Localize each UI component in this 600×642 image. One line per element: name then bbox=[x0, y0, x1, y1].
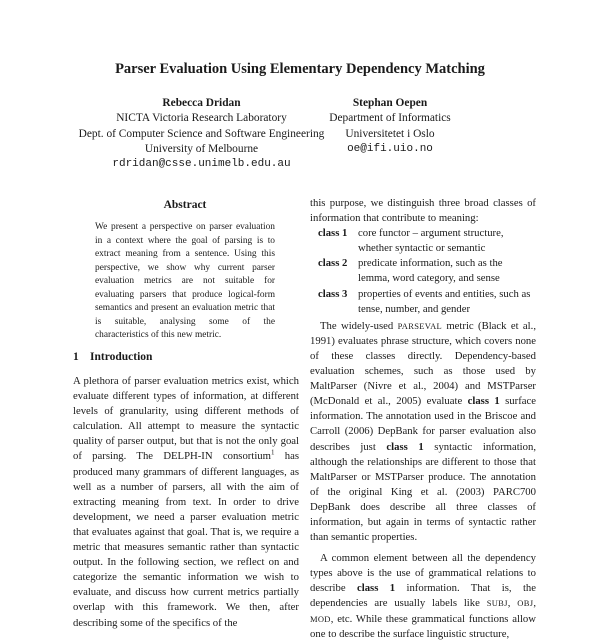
relation-label: MOD bbox=[310, 613, 331, 624]
intro-text: A plethora of parser evaluation metrics exist, which evaluate different types of information, at different levels of granularity, using different methods of calculation. All attempt to measure the syntactic quality of parser output, but that is not the only goal of parsing. The DELPH-IN consortium bbox=[73, 375, 299, 463]
abstract-heading: Abstract bbox=[163, 199, 207, 211]
class-item bbox=[318, 226, 536, 256]
text-run: The widely-used bbox=[320, 319, 398, 332]
class-ref: class 1 bbox=[357, 582, 396, 595]
author-email: oe@ifi.uio.no bbox=[347, 142, 433, 155]
class-item bbox=[318, 287, 536, 317]
introduction-paragraph bbox=[73, 374, 299, 631]
abstract-text: We present a perspective on parser evaluation in a context where the goal of parsing is to extract meaning from a sentence. Using this perspective, we show why current parser evaluation metrics are not suitable for evaluating parsers that produce logical-form semantics and present an evaluation metric that is suitable, analysing some of the characteristics of this new metric. bbox=[95, 222, 275, 340]
author-affiliation: Dept. of Computer Science and Software Engineering bbox=[78, 127, 325, 140]
text-run: , bbox=[507, 597, 518, 610]
section-number: 1 bbox=[73, 351, 79, 363]
class-ref: class 1 bbox=[386, 440, 424, 453]
author-block-2 bbox=[305, 96, 475, 157]
class-description: properties of events and entities, such as tense, number, and gender bbox=[358, 287, 531, 315]
text-run: A common element between all the dependency types above is the use of grammatical relations to describe bbox=[310, 552, 536, 595]
author-email: rdridan@csse.unimelb.edu.au bbox=[112, 158, 291, 171]
metric-name: PARSEVAL bbox=[397, 320, 443, 331]
class-description: predicate information, such as the lemma, word category, and sense bbox=[358, 257, 503, 285]
text-run: , bbox=[533, 597, 536, 610]
author-name: Stephan Oepen bbox=[352, 97, 428, 109]
class-list bbox=[318, 226, 536, 317]
footnote-mark: 1 bbox=[270, 448, 275, 457]
text-run: surface information. The annotation used in the Briscoe and Carroll (2006) DepBank for parser evaluation also describes just bbox=[310, 395, 536, 453]
class-description: core functor – argument structure, whether syntactic or semantic bbox=[358, 227, 504, 255]
author-affiliation: University of Melbourne bbox=[144, 142, 259, 155]
dependency-paragraph bbox=[310, 551, 536, 642]
text-run: metric (Black et al., 1991) evaluates phrase structure, which covers none of these classes directly. Dependency-based evaluation schemes, such as those used by MaltParser (Nivre et al., 2004) and MSTParser (McDonald et al., 2005) evaluate bbox=[310, 319, 536, 408]
text-run: syntactic information, although the relationships are different to those that MaltParser or MSTParser produce. The annotation of the original King et al. (2003) PARC700 DepBank does describe all three classes of information, but again in terms of syntactic rather than semantic properties. bbox=[310, 440, 536, 544]
author-block-1 bbox=[60, 96, 343, 172]
text-run: , etc. While these grammatical functions allow one to describe the surface linguistic structure, bbox=[310, 612, 536, 640]
intro-text: has produced many grammars of different languages, as well as a number of parsers, all with the aim of extracting meaning from text. In order to drive development, we need a parser evaluation metric that evaluates against that goal. That is, we require a metric that measures semantic rather than syntactic output. In the following section, we reflect on and categorize the semantic information we wish to evaluate, and discuss how current metrics partially overlap with this framework. We then, after describing some of the specifics of the bbox=[73, 450, 299, 629]
author-affiliation: Department of Informatics bbox=[329, 112, 451, 125]
right-column bbox=[310, 196, 536, 642]
class-item bbox=[318, 256, 536, 286]
lead-paragraph: this purpose, we distinguish three broad classes of information that contribute to meaning: bbox=[310, 197, 536, 225]
class-label: class 2 bbox=[318, 257, 348, 270]
author-affiliation: Universitetet i Oslo bbox=[345, 127, 435, 140]
class-ref: class 1 bbox=[467, 395, 500, 408]
section-heading-introduction bbox=[73, 351, 152, 363]
relation-label: SUBJ bbox=[486, 598, 508, 609]
relation-label: OBJ bbox=[517, 598, 534, 609]
class-label: class 1 bbox=[318, 227, 348, 240]
parseval-paragraph bbox=[310, 319, 536, 545]
text-run: information. That is, the dependencies are usually labels like bbox=[310, 582, 537, 610]
section-title: Introduction bbox=[90, 351, 153, 363]
class-label: class 3 bbox=[318, 287, 348, 300]
author-name: Rebecca Dridan bbox=[162, 97, 241, 109]
paper-title: Parser Evaluation Using Elementary Dependency Matching bbox=[115, 61, 485, 77]
author-affiliation: NICTA Victoria Research Laboratory bbox=[116, 112, 287, 125]
